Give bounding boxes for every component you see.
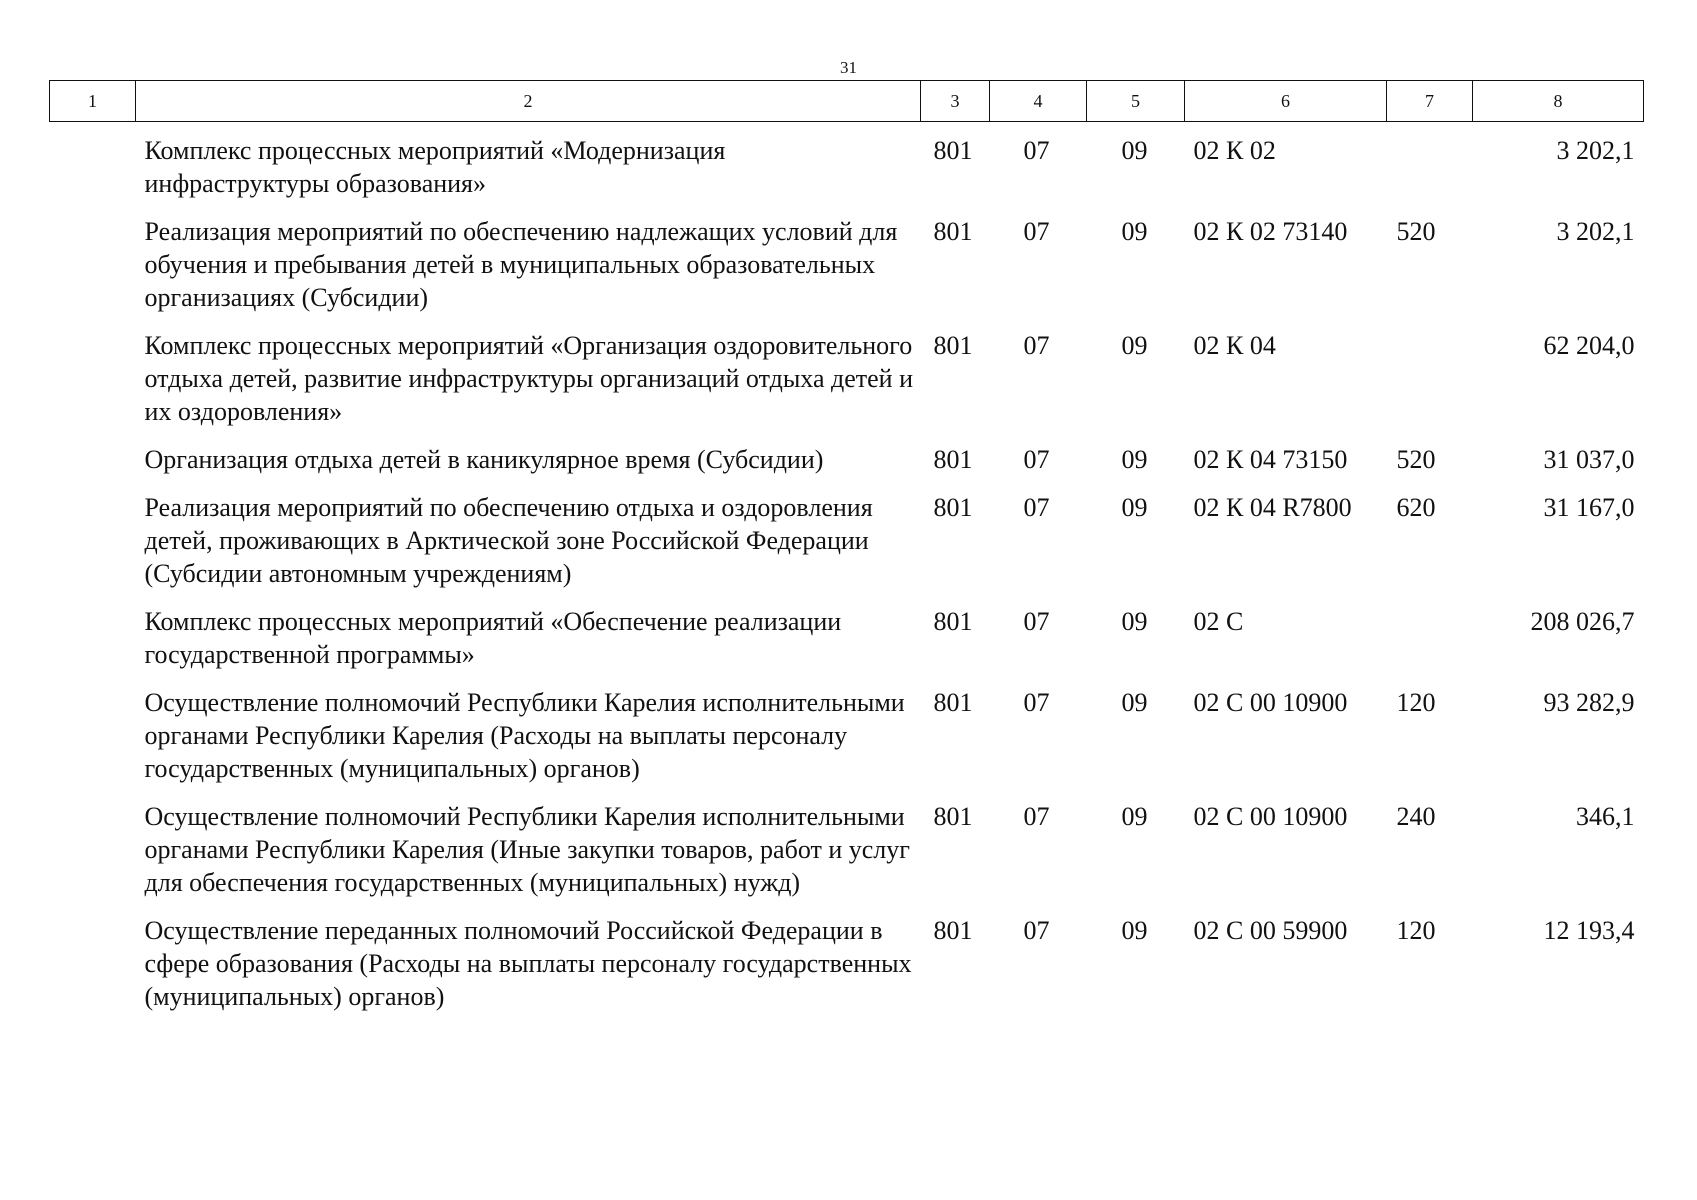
- amount-cell: 12 193,4: [1543, 916, 1635, 945]
- expense-type-cell: [1387, 122, 1473, 201]
- subsection-cell: 09: [1121, 331, 1148, 360]
- row-number-cell: [50, 200, 136, 314]
- expense-type-cell: 520: [1396, 445, 1436, 474]
- expense-type-cell: 120: [1396, 916, 1436, 945]
- expense-name-cell: Осуществление переданных полномочий Российской Федерации в сфере образования (Расходы на выплаты персоналу государственных (муниципальных) органов): [144, 916, 912, 1011]
- section-cell: 07: [1023, 688, 1050, 717]
- table-row: [50, 314, 1644, 428]
- amount-cell: 93 282,9: [1543, 688, 1635, 717]
- subsection-cell: 09: [1121, 916, 1148, 945]
- ministry-code-cell: 801: [933, 916, 973, 945]
- section-cell: 07: [1023, 136, 1050, 165]
- amount-cell: 208 026,7: [1530, 607, 1635, 636]
- table-row: [50, 200, 1644, 314]
- expense-name-cell: Организация отдыха детей в каникулярное время (Субсидии): [144, 445, 824, 474]
- table-row: [50, 428, 1644, 476]
- expense-type-cell: 120: [1396, 688, 1436, 717]
- target-article-cell: 02 К 04 R7800: [1193, 493, 1352, 522]
- expense-name-cell: Комплекс процессных мероприятий «Модернизация инфраструктуры образования»: [144, 136, 726, 198]
- target-article-cell: 02 С 00 59900: [1193, 916, 1348, 945]
- column-header-6: 6: [1185, 81, 1387, 122]
- table-row: [50, 122, 1644, 201]
- target-article-cell: 02 К 02: [1193, 136, 1276, 165]
- target-article-cell: 02 С 00 10900: [1193, 688, 1348, 717]
- section-cell: 07: [1023, 331, 1050, 360]
- target-article-cell: 02 К 04: [1193, 331, 1276, 360]
- column-header-4: 4: [990, 81, 1087, 122]
- table-header: [50, 81, 1644, 122]
- subsection-cell: 09: [1121, 136, 1148, 165]
- section-cell: 07: [1023, 217, 1050, 246]
- row-number-cell: [50, 314, 136, 428]
- section-cell: 07: [1023, 916, 1050, 945]
- target-article-cell: 02 К 02 73140: [1193, 217, 1348, 246]
- expense-type-cell: [1387, 314, 1473, 428]
- table-row: [50, 590, 1644, 671]
- budget-table: [49, 80, 1644, 1013]
- expense-type-cell: 240: [1396, 802, 1436, 831]
- column-header-1: 1: [50, 81, 136, 122]
- amount-cell: 346,1: [1576, 802, 1635, 831]
- subsection-cell: 09: [1121, 445, 1148, 474]
- subsection-cell: 09: [1121, 217, 1148, 246]
- ministry-code-cell: 801: [933, 445, 973, 474]
- table-row: [50, 785, 1644, 899]
- table-row: [50, 899, 1644, 1013]
- column-header-8: 8: [1473, 81, 1644, 122]
- header-row: [50, 81, 1644, 122]
- amount-cell: 31 037,0: [1543, 445, 1635, 474]
- row-number-cell: [50, 476, 136, 590]
- expense-type-cell: [1387, 590, 1473, 671]
- subsection-cell: 09: [1121, 802, 1148, 831]
- expense-name-cell: Реализация мероприятий по обеспечению надлежащих условий для обучения и пребывания детей в муниципальных образовательных организациях (Субсидии): [144, 217, 898, 312]
- column-header-2: 2: [136, 81, 921, 122]
- amount-cell: 3 202,1: [1556, 217, 1635, 246]
- section-cell: 07: [1023, 445, 1050, 474]
- amount-cell: 62 204,0: [1543, 331, 1635, 360]
- expense-name-cell: Реализация мероприятий по обеспечению отдыха и оздоровления детей, проживающих в Арктической зоне Российской Федерации (Субсидии автономным учреждениям): [144, 493, 873, 588]
- ministry-code-cell: 801: [933, 217, 973, 246]
- row-number-cell: [50, 671, 136, 785]
- ministry-code-cell: 801: [933, 331, 973, 360]
- row-number-cell: [50, 899, 136, 1013]
- expense-name-cell: Осуществление полномочий Республики Карелия исполнительными органами Республики Карелия (Расходы на выплаты персоналу государственных (муниципальных) органов): [144, 688, 905, 783]
- amount-cell: 3 202,1: [1556, 136, 1635, 165]
- expense-name-cell: Комплекс процессных мероприятий «Организация оздоровительного отдыха детей, развитие инфраструктуры организаций отдыха детей и их оздоровления»: [144, 331, 913, 426]
- row-number-cell: [50, 428, 136, 476]
- target-article-cell: 02 К 04 73150: [1193, 445, 1348, 474]
- section-cell: 07: [1023, 802, 1050, 831]
- expense-type-cell: 620: [1396, 493, 1436, 522]
- page-number: 31: [840, 58, 857, 77]
- table-body: [50, 122, 1644, 1014]
- subsection-cell: 09: [1121, 607, 1148, 636]
- table-row: [50, 671, 1644, 785]
- row-number-cell: [50, 590, 136, 671]
- subsection-cell: 09: [1121, 688, 1148, 717]
- column-header-7: 7: [1387, 81, 1473, 122]
- ministry-code-cell: 801: [933, 493, 973, 522]
- ministry-code-cell: 801: [933, 802, 973, 831]
- table-row: [50, 476, 1644, 590]
- section-cell: 07: [1023, 493, 1050, 522]
- expense-type-cell: 520: [1396, 217, 1436, 246]
- expense-name-cell: Комплекс процессных мероприятий «Обеспечение реализации государственной программы»: [144, 607, 842, 669]
- row-number-cell: [50, 785, 136, 899]
- section-cell: 07: [1023, 607, 1050, 636]
- column-header-5: 5: [1087, 81, 1185, 122]
- target-article-cell: 02 С 00 10900: [1193, 802, 1348, 831]
- ministry-code-cell: 801: [933, 607, 973, 636]
- ministry-code-cell: 801: [933, 688, 973, 717]
- amount-cell: 31 167,0: [1543, 493, 1635, 522]
- ministry-code-cell: 801: [933, 136, 973, 165]
- column-header-3: 3: [921, 81, 990, 122]
- expense-name-cell: Осуществление полномочий Республики Карелия исполнительными органами Республики Карелия (Иные закупки товаров, работ и услуг для обеспечения государственных (муниципальных) нужд): [144, 802, 910, 897]
- subsection-cell: 09: [1121, 493, 1148, 522]
- row-number-cell: [50, 122, 136, 201]
- target-article-cell: 02 С: [1193, 607, 1244, 636]
